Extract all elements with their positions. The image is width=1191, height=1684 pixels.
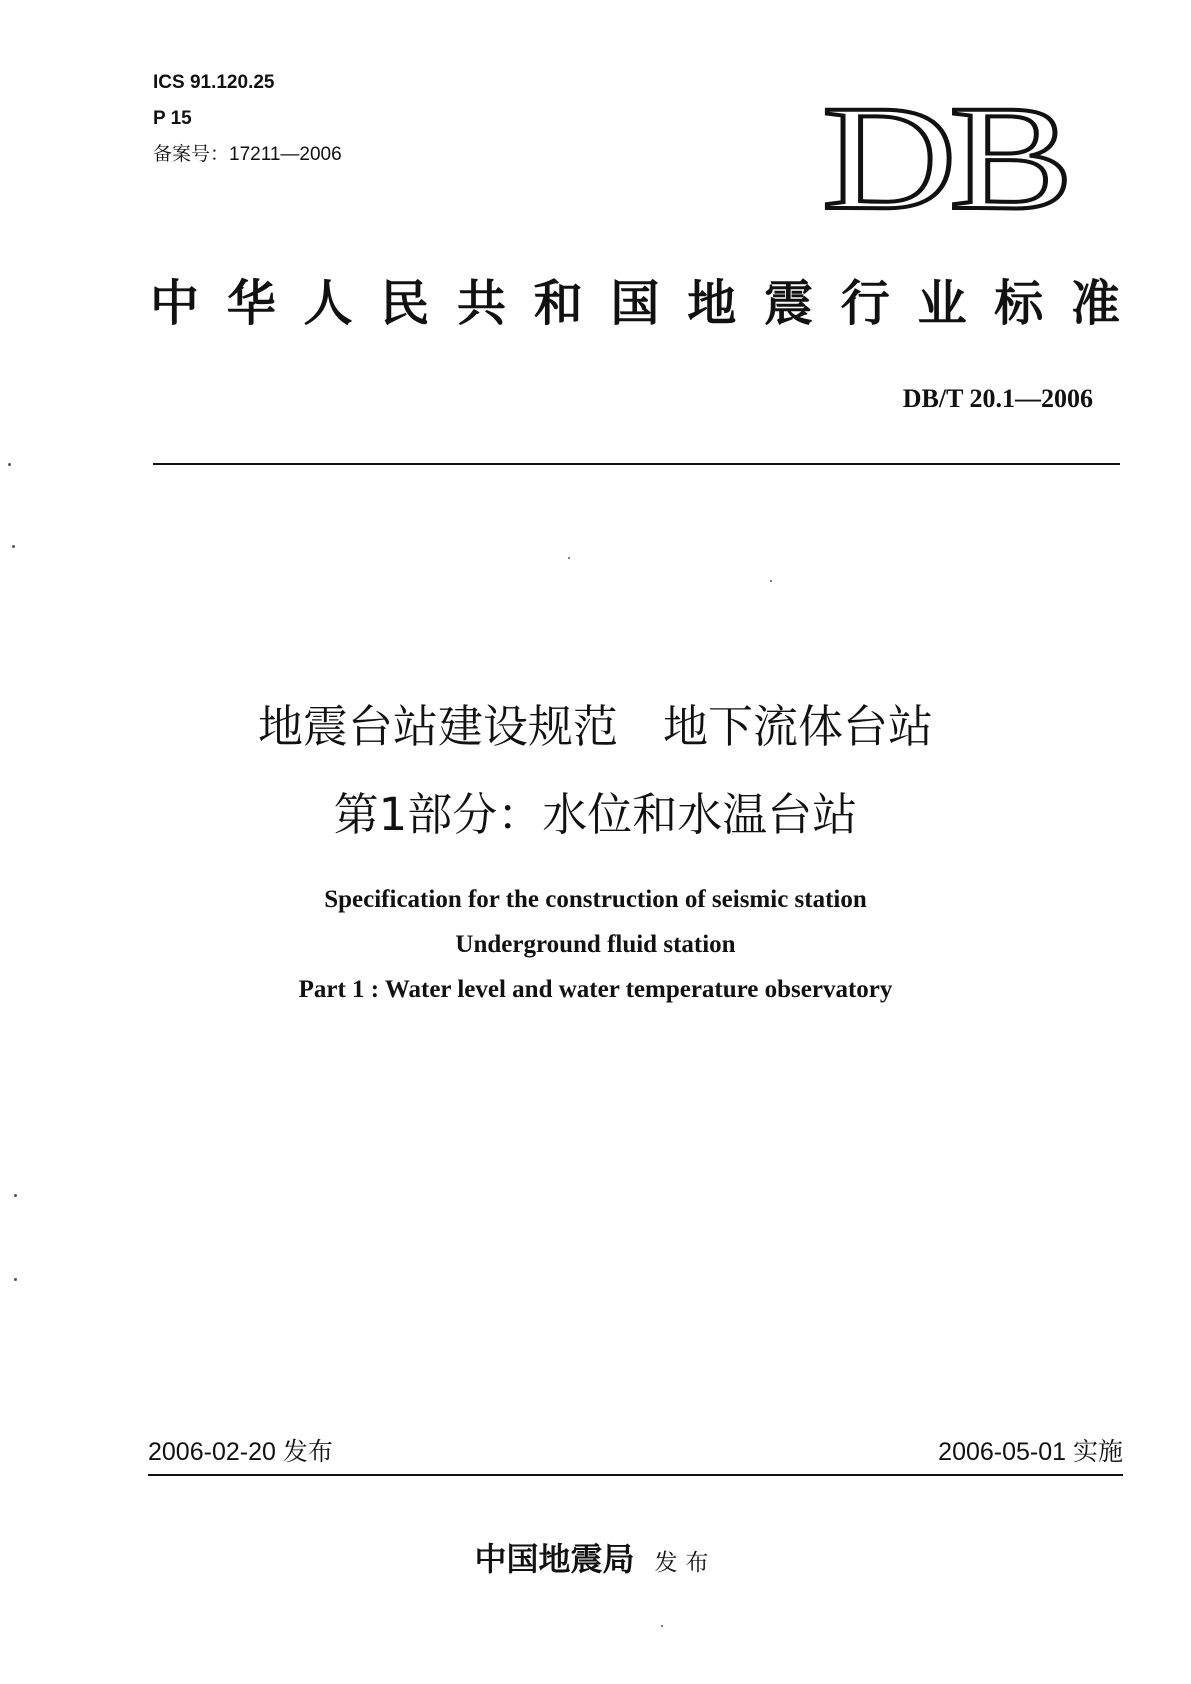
title-en-line2: Underground fluid station: [455, 931, 736, 958]
db-standard-logo: [822, 96, 1068, 222]
publisher-name: 中国地震局: [474, 1540, 635, 1578]
scan-speck: [14, 1278, 17, 1281]
title-en-line1: Specification for the construction of seismic station: [324, 886, 867, 913]
standard-category: 中华人民共和国地震行业标准: [150, 274, 1120, 332]
filing-number: 备案号：17211—2006: [153, 144, 342, 165]
footer-divider: [148, 1474, 1123, 1476]
publisher-action: 发布: [654, 1550, 717, 1576]
standard-number: DB/T 20.1—2006: [902, 384, 1093, 413]
ccs-code: P 15: [153, 108, 192, 129]
release-date: 2006-02-20 发布: [148, 1438, 333, 1466]
scan-speck: [12, 545, 15, 548]
scan-speck: [661, 1625, 663, 1627]
scan-speck: [8, 463, 11, 466]
title-en-line3: Part 1 : Water level and water temperature observatory: [298, 976, 893, 1003]
ics-code: ICS 91.120.25: [153, 72, 275, 93]
title-cn-line2: 第1部分：水位和水温台站: [333, 788, 858, 841]
scan-speck: [770, 580, 772, 582]
title-cn-line1: 地震台站建设规范 地下流体台站: [257, 700, 933, 753]
scan-speck: [14, 1194, 17, 1197]
db-logo-text: DB: [822, 96, 1066, 222]
scan-speck: [568, 557, 570, 559]
publisher: [0, 1540, 1191, 1582]
header-divider: [153, 463, 1120, 465]
implementation-date: 2006-05-01 实施: [938, 1438, 1123, 1466]
